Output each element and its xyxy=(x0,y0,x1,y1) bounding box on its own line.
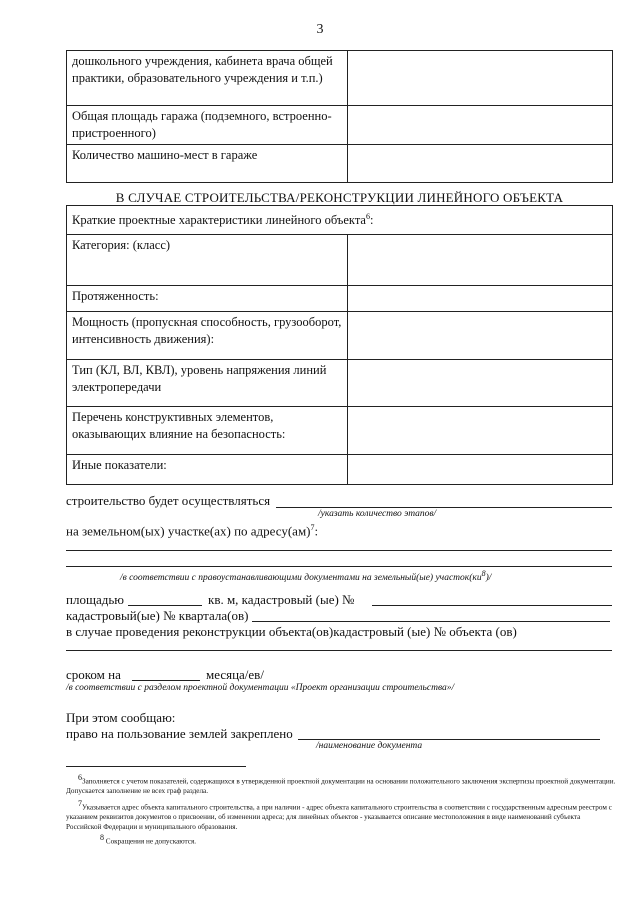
footnote-number: 8 xyxy=(100,833,104,843)
reconstruction-label: в случае проведения реконструкции объекта(ов)кадастровый (ые) № объекта (ов) xyxy=(66,624,517,639)
section-title: В СЛУЧАЕ СТРОИТЕЛЬСТВА/РЕКОНСТРУКЦИИ ЛИНЕЙНОГО ОБЪЕКТА xyxy=(115,190,564,205)
area-label: площадью xyxy=(66,592,124,607)
land-note xyxy=(120,569,491,583)
footnote-ref: 6 xyxy=(365,212,370,221)
table-cell-value[interactable] xyxy=(348,455,613,485)
page-number: 3 xyxy=(316,22,324,37)
object-number-field[interactable] xyxy=(66,650,612,651)
footnote-text: Сокращения не допускаются. xyxy=(105,837,197,846)
footnote-number: 7 xyxy=(78,799,82,809)
area-unit-label: кв. м, кадастровый (ые) № xyxy=(208,592,355,607)
footnotes xyxy=(66,773,616,847)
footnote-text: Заполняется с учетом показателей, содержащихся в утвержденной проектной документации на основании положительного заключения экспертизы проектной документации. Допускается заполнение не всех граф раздела. xyxy=(66,777,616,795)
footnote-separator xyxy=(66,766,246,767)
footnote-text: Указывается адрес объекта капитального строительства, а при наличии - адрес объекта капитального строительства в соответствии с государственным адресным реестром с указанием реквизитов документов о присвоении, об изменении адреса; для линейных объектов - указывается описание местоположения в виде наименований субъекта Российской Федерации и муниципального образования. xyxy=(66,803,612,831)
term-note: /в соответствии с разделом проектной документации «Проект организации строительства»/ xyxy=(66,683,455,693)
table-cell-label: Протяженность: xyxy=(67,286,348,312)
footnote-7 xyxy=(66,799,616,832)
address-label-text: на земельном(ых) участке(ах) по адресу(ам) xyxy=(66,523,311,539)
footnote-number: 6 xyxy=(78,773,82,782)
address-label xyxy=(66,523,318,539)
table-row xyxy=(67,106,613,145)
construction-label: строительство будет осуществляться xyxy=(66,493,271,508)
construction-stages-field[interactable] xyxy=(276,507,612,508)
table-row xyxy=(67,51,613,106)
table-row xyxy=(67,360,613,407)
table-cell-label: Общая площадь гаража (подземного, встроенно-пристроенного) xyxy=(67,106,348,145)
table-cell-value[interactable] xyxy=(348,106,613,145)
address-field-line-1[interactable] xyxy=(66,550,612,551)
table-cell-value[interactable] xyxy=(348,51,613,106)
land-note-text: /в соответствии с правоустанавливающими документами на земельный(ые) участок(ки xyxy=(120,573,482,584)
table-header-row xyxy=(67,206,613,235)
term-label: сроком на xyxy=(66,667,121,682)
linear-object-table xyxy=(66,205,613,485)
table-cell-label: Иные показатели: xyxy=(67,455,348,485)
area-field[interactable] xyxy=(128,605,202,606)
table-cell-value[interactable] xyxy=(348,407,613,455)
footnote-6 xyxy=(66,773,616,796)
footnote-ref: 7 xyxy=(310,523,315,532)
cadastral-number-field[interactable] xyxy=(372,605,612,606)
rights-note: /наименование документа xyxy=(316,741,423,751)
table-cell-value[interactable] xyxy=(348,145,613,183)
table-row xyxy=(67,145,613,183)
table-row xyxy=(67,235,613,286)
address-field-line-2[interactable] xyxy=(66,566,612,567)
quarter-label: кадастровый(ые) № квартала(ов) xyxy=(66,608,249,623)
table-header-cell xyxy=(67,206,613,235)
table-cell-label: Категория: (класс) xyxy=(67,235,348,286)
land-note-tail: )/ xyxy=(485,573,492,584)
term-unit-label: месяца/ев/ xyxy=(206,667,264,682)
table-cell-label: Перечень конструктивных элементов, оказывающих влияние на безопасность: xyxy=(67,407,348,455)
table-row xyxy=(67,312,613,360)
table-cell-label: Мощность (пропускная способность, грузооборот, интенсивность движения): xyxy=(67,312,348,360)
table-header-tail: : xyxy=(369,213,374,228)
table-cell-label: Тип (КЛ, ВЛ, КВЛ), уровень напряжения линий электропередачи xyxy=(67,360,348,407)
table-row xyxy=(67,407,613,455)
table-cell-label: дошкольного учреждения, кабинета врача общей практики, образовательного учреждения и т.п.) xyxy=(67,51,348,106)
term-field[interactable] xyxy=(132,680,200,681)
table-cell-label: Количество машино-мест в гараже xyxy=(67,145,348,183)
table-cell-value[interactable] xyxy=(348,235,613,286)
table-cell-value[interactable] xyxy=(348,360,613,407)
construction-note: /указать количество этапов/ xyxy=(318,509,437,519)
table-row xyxy=(67,455,613,485)
quarter-number-field[interactable] xyxy=(252,621,610,622)
footnote-8 xyxy=(66,833,616,847)
building-parameters-table xyxy=(66,50,613,183)
footnote-ref: 8 xyxy=(481,569,486,578)
table-cell-value[interactable] xyxy=(348,286,613,312)
address-label-tail: : xyxy=(314,523,319,539)
rights-label: право на пользование землей закреплено xyxy=(66,726,293,741)
rights-document-field[interactable] xyxy=(298,739,600,740)
table-cell-value[interactable] xyxy=(348,312,613,360)
table-header-text: Краткие проектные характеристики линейного объекта xyxy=(72,213,366,228)
table-row xyxy=(67,286,613,312)
inform-label: При этом сообщаю: xyxy=(66,710,176,725)
